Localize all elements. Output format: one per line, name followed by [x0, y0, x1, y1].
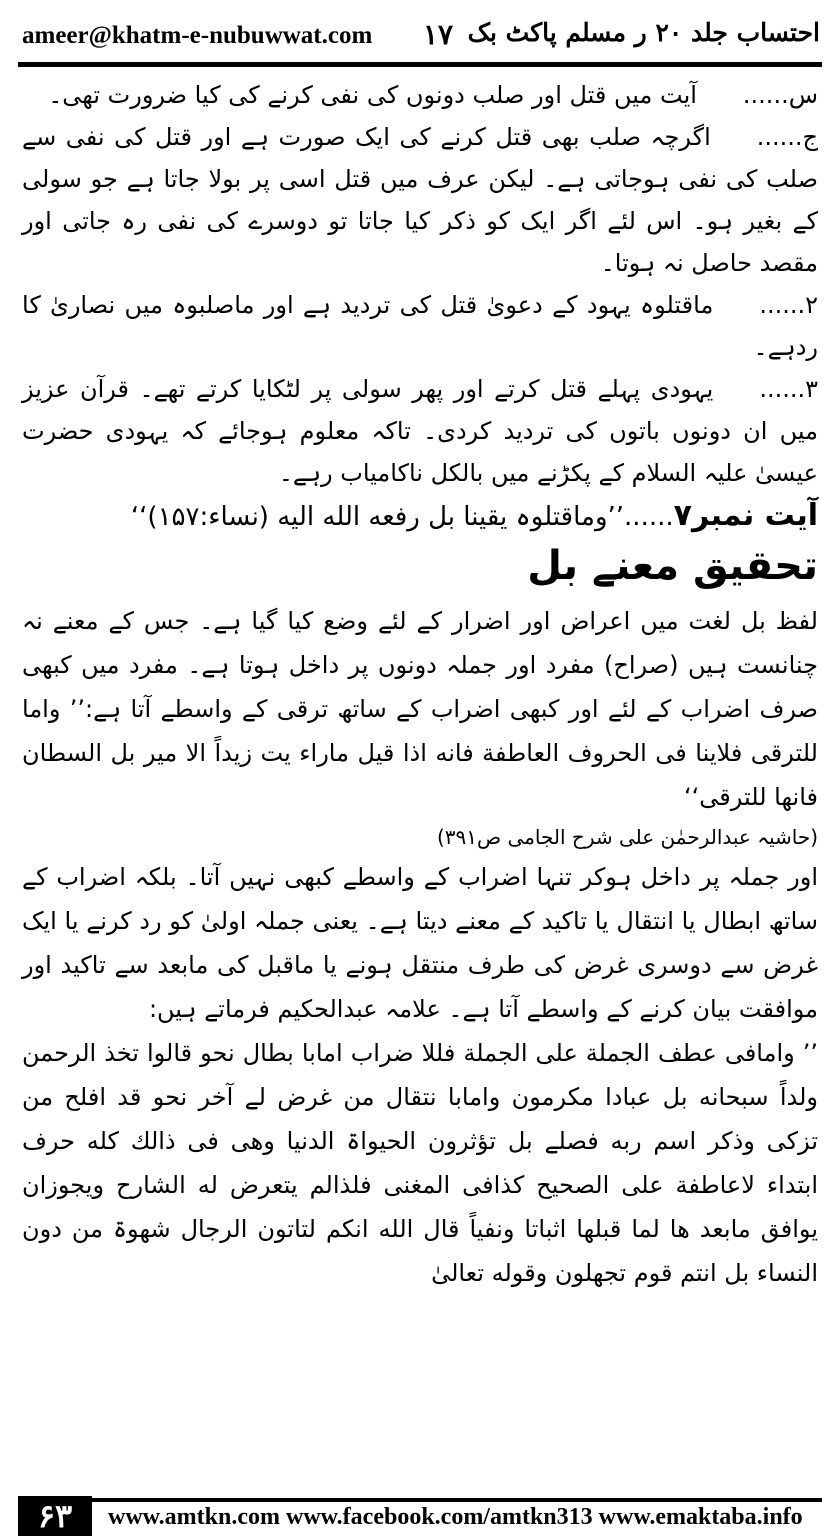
- ayat-text: ......’’وماقتلوہ یقینا بل رفعه الله الیه (نساء:۱۵۷)‘‘: [130, 502, 674, 532]
- answer-tag: ج......: [756, 123, 818, 151]
- point-2: [22, 284, 818, 368]
- ayat-line: [22, 494, 818, 539]
- point-2-tag: ۲......: [759, 291, 818, 319]
- answer-paragraph: [22, 116, 818, 284]
- arabic-quotation: ’’ وامافی عطف الجملة علی الجملة فللا ضراب امابا بطال نحو قالوا تخذ الرحمن ولداً سبحانه بل عبادا مکرمون وامابا نتقال من غرض لے آخر نحو قد افلح من تزکی وذکر اسم ربه فصلے بل تؤثرون الحیواۃ الدنیا وهی فی ذالك کله حرف ابتداء لاعاطفة علی الصحیح کذافی المغنی فلذالم یتعرض له الشارح ویجوزان یوافق مابعد ها لما قبلها اثباتا ونفیاً قال الله انکم لتاتون الرجال شهوۃ من دون النساء بل انتم قوم تجهلون وقوله تعالیٰ: [22, 1039, 818, 1287]
- point-3: [22, 368, 818, 494]
- section-heading: تحقیق معنے بل: [527, 543, 818, 589]
- page-header: [18, 12, 822, 58]
- point-2-text: ماقتلوہ یہود کے دعویٰ قتل کی تردید ہے اور ماصلبوہ میں نصاریٰ کا ردہے۔: [22, 291, 818, 361]
- header-book-title: احتساب جلد ۲۰ ر مسلم پاکٹ بک: [467, 18, 820, 47]
- question-line: [22, 74, 818, 116]
- paragraph-1: لفظ بل لغت میں اعراض اور اضرار کے لئے وضع کیا گیا ہے۔ جس کے معنے نہ چنانست ہیں (صراح) مفرد اور جملہ دونوں پر داخل ہوتا ہے۔ مفرد میں کبھی صرف اضراب کے لئے اور کبھی اضراب کے ساتھ ترقی کے واسطے آتا ہے:’’ واما للترقی فلاینا فی الحروف العاطفة فانه اذا قیل ماراء یت زیداً الا میر بل السطان فانها للترقی‘‘: [22, 607, 818, 811]
- question-text: آیت میں قتل اور صلب دونوں کی نفی کرنے کی کیا ضرورت تھی۔: [48, 81, 697, 109]
- header-page-number: ۱۷: [423, 18, 454, 51]
- ayat-label: آیت نمبر۷: [673, 498, 818, 533]
- footer-urls: www.amtkn.com www.facebook.com/amtkn313 www.emaktaba.info: [108, 1504, 803, 1530]
- header-email: ameer@khatm-e-nubuwwat.com: [22, 22, 373, 49]
- answer-text: اگرچہ صلب بھی قتل کرنے کی ایک صورت ہے اور قتل کی نفی سے صلب کی نفی ہوجاتی ہے۔ لیکن عرف میں قتل اسی پر بولا جاتا ہے جو سولی کے بغیر ہو۔ اس لئے اگر ایک کو ذکر کیا جاتا تو دوسرے کی نفی رہ جاتی اور مقصد حاصل نہ ہوتا۔: [22, 123, 818, 277]
- paragraph-2: اور جملہ پر داخل ہوکر تنہا اضراب کے واسطے کبھی نہیں آتا۔ بلکہ اضراب کے ساتھ ابطال یا انتقال یا تاکید کے معنے دیتا ہے۔ یعنی جملہ اولیٰ کو رد کرنے یا ایک غرض سے دوسری غرض کی طرف منتقل ہونے یا ماقبل کی مابعد سے تاکید اور موافقت بیان کرنے کے واسطے آتا ہے۔ علامہ عبدالحکیم فرماتے ہیں:: [22, 863, 818, 1023]
- page-footer: [18, 1497, 822, 1536]
- point-3-tag: ۳......: [759, 375, 818, 403]
- header-rule: [18, 62, 822, 67]
- page-body: [22, 74, 818, 1295]
- point-3-text: یہودی پہلے قتل کرتے اور پھر سولی پر لٹکایا کرتے تھے۔ قرآن عزیز میں ان دونوں باتوں کی تردید کردی۔ تاکہ معلوم ہوجائے کہ یہودی حضرت عیسیٰ علیہ السلام کے پکڑنے میں بالکل ناکامیاب رہے۔: [22, 375, 818, 487]
- footer-page-number: ۶۳: [18, 1496, 92, 1536]
- citation-reference: (حاشیہ عبدالرحمٰن علی شرح الجامی ص۳۹۱): [436, 825, 818, 849]
- question-tag: س......: [742, 81, 818, 109]
